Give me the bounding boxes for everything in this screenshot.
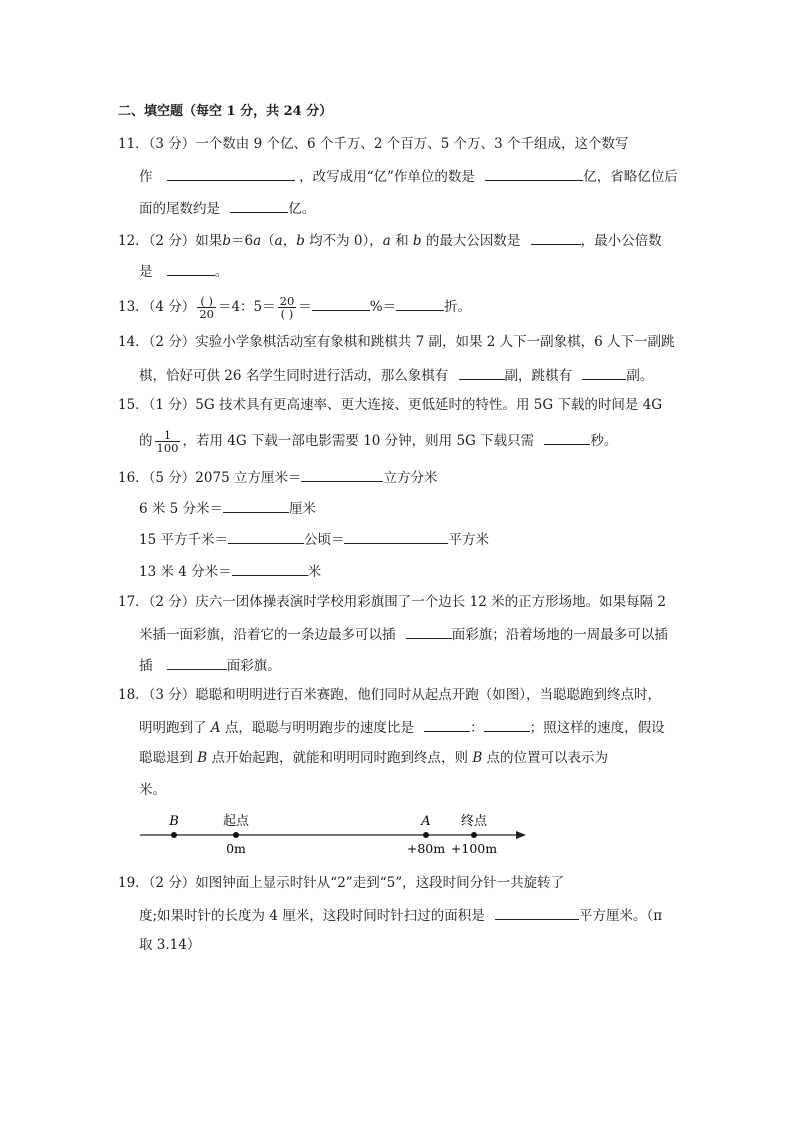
q12-blank-1[interactable] [531,230,581,245]
q13-blank-1[interactable] [312,296,370,311]
q18-line1: 18．（3 分）聪聪和明明进行百米赛跑，他们同时从起点开跑（如图），当聪聪跑到终点时， [118,687,662,703]
q11-text-e: 亿。 [288,201,316,217]
q16-blank-3[interactable] [228,529,304,544]
q16-text-c: 6 米 5 分米＝ [139,501,224,517]
q13-text-a: 13．（4 分） [118,299,196,315]
q18-text-c: ： [470,720,484,736]
q16-text-d: 厘米 [289,501,317,517]
q16-line4 [139,561,321,581]
q11-text-c: 亿，省略亿位后 [583,169,678,185]
q16-blank-1[interactable] [301,467,383,482]
q13-fraction-2 [278,295,297,320]
q12-line1 [118,230,662,250]
q15-text-a: 的 [139,433,153,449]
q12-line2 [139,261,228,281]
q16-line3 [139,529,489,549]
q12-var-a3: a [382,233,391,249]
number-line-arrow [516,831,526,839]
q16-text-a: 16．（5 分）2075 立方厘米＝ [118,470,302,486]
number-line-dot-3 [471,832,477,838]
q13-fraction-1-den: 20 [199,307,214,321]
q16-line2 [139,498,316,518]
q13-fraction-2-num: 20 [279,294,295,308]
q11-blank-1[interactable] [167,166,295,181]
section-heading: 二、填空题（每空 1 分，共 24 分） [118,104,333,119]
q18-text-e: 聪聪退到 [139,750,198,766]
number-line-dot-1 [233,832,239,838]
q15-line2 [139,429,617,454]
q11-line2 [139,166,678,186]
q13-text-e: 折。 [444,299,472,315]
q14-blank-2[interactable] [582,365,626,380]
q12-var-b2: b [296,233,305,249]
q16-text-f: 公顷＝ [303,532,345,548]
q12-var-a2: a [274,233,283,249]
q12-text-c: ＝6 [230,233,254,249]
q18-text-a: 明明跑到了 [139,720,211,736]
q12-blank-2[interactable] [167,261,215,276]
q17-text-c: 插 [139,658,153,674]
q19-line3: 取 3.14） [139,937,201,953]
q17-text-b: 面彩旗；沿着场地的一周最多可以插 [451,627,668,643]
q12-text-g: ， [282,233,297,249]
q12-var-b3: b [412,233,422,249]
q13-fraction-1 [197,295,216,320]
q18-point-b2: B [472,750,483,766]
q19-text-b: 平方厘米。（π [579,908,663,924]
q14-text-c: 副。 [626,368,654,384]
q13-fraction-1-num: ( ) [197,295,216,308]
q18-text-d: ；照这样的速度，假设 [529,720,665,736]
number-line-diagram [130,810,540,860]
q18-blank-1[interactable] [424,717,470,732]
q16-blank-4[interactable] [344,529,448,544]
q13-fraction-2-den: ( ) [280,307,294,321]
q12-var-a: a [253,233,262,249]
number-line-label-3: +100m [450,841,498,856]
q11-line3 [139,198,315,218]
q12-text-a: 12．（2 分）如果 [118,233,223,249]
q19-line2 [139,905,662,925]
q19-blank[interactable] [495,905,579,920]
q14-line2 [139,365,653,385]
q18-line3 [139,749,608,767]
q17-line3 [139,655,281,675]
number-line-name-3: 终点 [460,814,488,829]
q14-line1: 14．（2 分）实验小学象棋活动室有象棋和跳棋共 7 副，如果 2 人下一副象棋，6 人下一副跳 [118,334,675,350]
number-line-name-0: B [169,814,179,829]
q13-text-d: %＝ [369,299,397,315]
q17-line1: 17．（2 分）庆六一团体操表演时学校用彩旗围了一个边长 12 米的正方形场地。如果每隔 2 [118,594,666,610]
q17-line2 [139,624,668,644]
q18-text-b: 点，聪聪与明明跑步的速度比是 [220,720,414,736]
q15-line1: 15．（1 分）5G 技术具有更高速率、更大连接、更低延时的特性。用 5G 下载的时间是 4G [118,397,663,413]
q19-text-a: 度;如果时针的长度为 4 厘米，这段时间时针扫过的面积是 [139,908,485,924]
q15-fraction-den: 100 [156,441,179,455]
q12-text-o: 是 [139,264,153,280]
q16-text-g: 平方米 [448,532,489,548]
q12-text-k: 和 [390,233,413,249]
q19-line1: 19．（2 分）如图钟面上显示时针从“2”走到“5”，这段时间分针一共旋转了 [118,875,565,891]
q16-blank-5[interactable] [232,561,308,576]
q11-text-a: 作 [139,169,153,185]
q11-line1: 11．（3 分）一个数由 9 个亿、6 个千万、2 个百万、5 个万、3 个千组成，这个数写 [118,136,629,152]
q18-text-g: 点的位置可以表示为 [482,750,609,766]
q11-text-d: 面的尾数约是 [139,201,220,217]
q14-text-b: 副，跳棋有 [504,368,573,384]
number-line-name-2: A [421,814,431,829]
q18-blank-2[interactable] [484,717,530,732]
q14-text-a: 棋，恰好可供 26 名学生同时进行活动，那么象棋有 [139,368,449,384]
q12-text-m: 的最大公因数是 [421,233,521,249]
number-line-label-1: 0m [226,841,246,856]
q18-point-a: A [210,720,221,736]
q14-blank-1[interactable] [459,365,505,380]
q11-blank-3[interactable] [230,198,288,213]
q15-text-c: 秒。 [590,433,618,449]
q18-text-f: 点开始起跑，就能和明明同时跑到终点，则 [207,750,473,766]
q13-line [118,295,471,320]
q12-var-b: b [222,233,231,249]
number-line-name-1: 起点 [222,814,250,829]
q16-text-i: 米 [307,564,322,580]
q13-text-c: ＝ [298,299,312,315]
q15-text-b: ，若用 4G 下载一部电影需要 10 分钟，则用 5G 下载只需 [182,433,535,449]
q17-text-a: 米插一面彩旗，沿着它的一条边最多可以插 [139,627,396,643]
q16-line1 [118,467,437,487]
q13-text-b: ＝4：5＝ [217,299,276,315]
q15-blank[interactable] [544,430,590,445]
q16-text-b: 立方分米 [383,470,438,486]
number-line-dot-2 [423,832,429,838]
q12-text-e: （ [261,233,275,249]
q12-text-n: ，最小公倍数 [580,233,662,249]
q12-text-p: 。 [214,264,229,280]
q15-fraction-num: 1 [155,429,181,442]
q11-blank-2[interactable] [485,166,583,181]
q12-text-i: 均不为 0）， [304,233,383,249]
q17-blank-1[interactable] [406,624,452,639]
number-line-label-2: +80m [406,841,446,856]
q13-blank-2[interactable] [396,296,444,311]
q15-fraction [155,429,181,454]
q17-text-d: 面彩旗。 [226,658,281,674]
q16-blank-2[interactable] [223,498,289,513]
q18-line2 [139,717,665,737]
q16-text-h: 13 米 4 分米＝ [139,564,232,580]
q17-blank-2[interactable] [167,655,227,670]
number-line-dot-0 [171,832,177,838]
q18-point-b: B [197,750,208,766]
q18-line4: 米。 [139,782,166,798]
q11-text-b: ，改写成用“亿”作单位的数是 [299,169,475,185]
q16-text-e: 15 平方千米＝ [139,532,228,548]
